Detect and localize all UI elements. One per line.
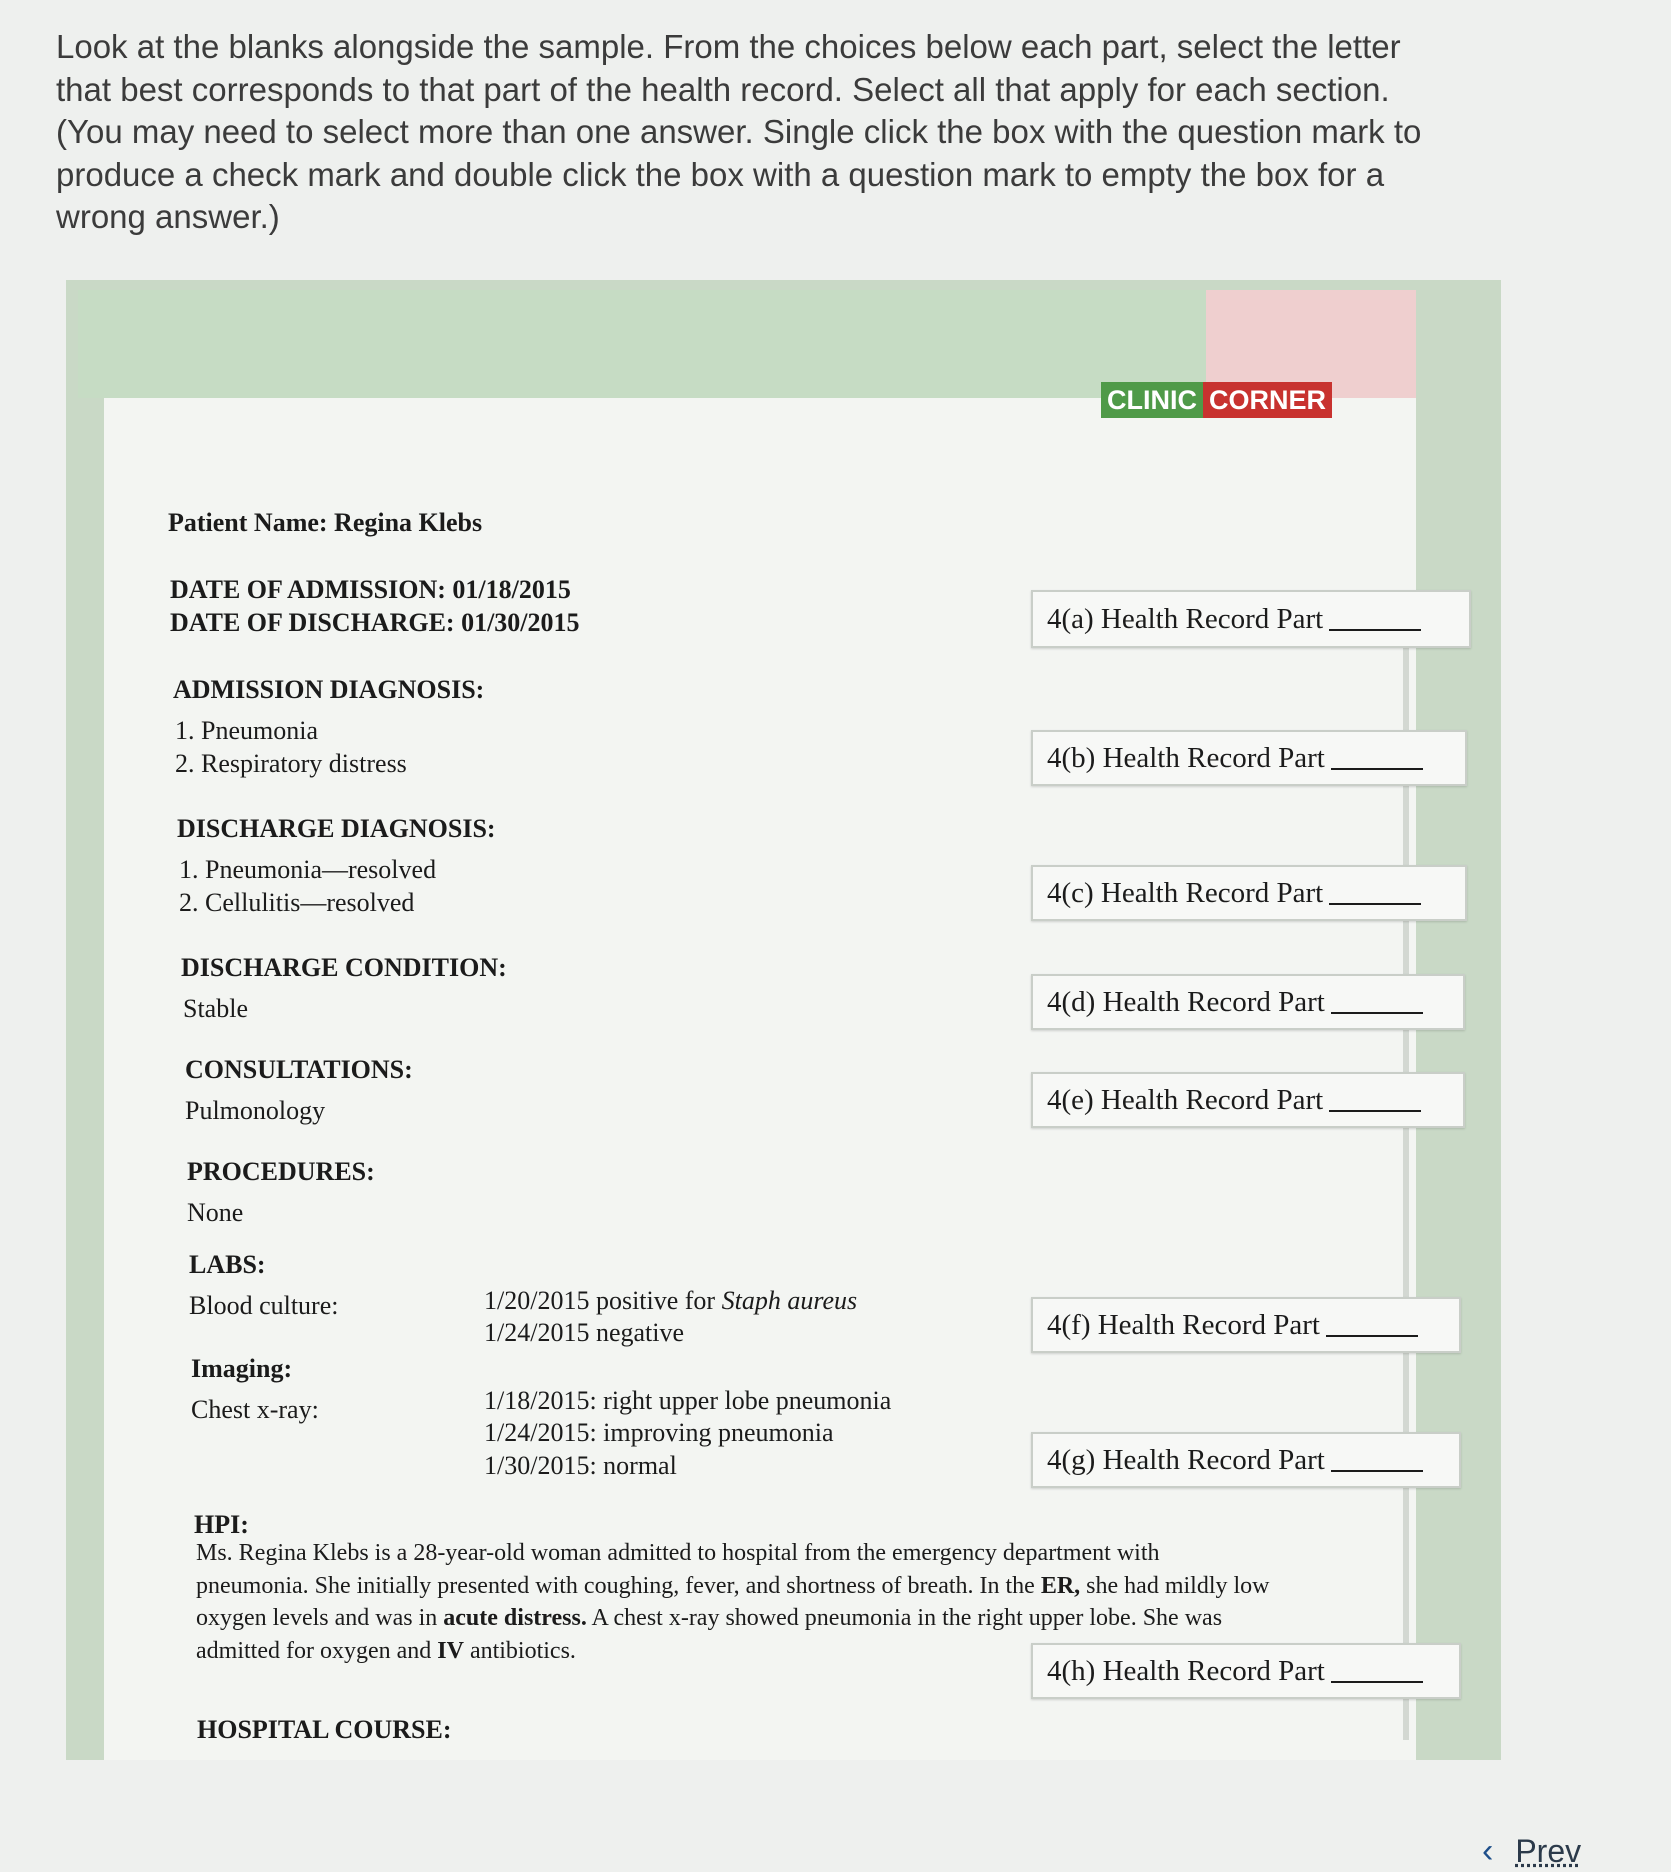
answer-blank — [1331, 1448, 1423, 1472]
answer-blank — [1329, 607, 1421, 631]
labs-heading: LABS: — [189, 1250, 266, 1279]
discharge-condition-heading: DISCHARGE CONDITION: — [181, 953, 507, 982]
blood-culture-label: Blood culture: — [189, 1291, 339, 1320]
health-record-part-4b[interactable] — [1031, 730, 1467, 786]
date-of-discharge: DATE OF DISCHARGE: 01/30/2015 — [170, 608, 580, 637]
admission-diagnosis-item: 2. Respiratory distress — [175, 749, 407, 778]
chest-xray-label: Chest x-ray: — [191, 1395, 319, 1424]
answer-blank — [1326, 1313, 1418, 1337]
logo-corner-text: CORNER — [1203, 382, 1332, 418]
chevron-left-icon: ‹ — [1482, 1832, 1494, 1870]
part-label: 4(a) Health Record Part — [1047, 602, 1324, 635]
instructions-text: Look at the blanks alongside the sample. From the choices below each part, select the letter that best corresponds to that part of the health record. Select all that apply for each section. (You may need to select more than one answer. Single click the box with the question mark to produce a check mark and double click the box with a question mark to empty the box for a wrong answer.) — [56, 28, 1422, 235]
health-record-part-4f[interactable] — [1031, 1297, 1461, 1353]
admission-diagnosis-heading: ADMISSION DIAGNOSIS: — [173, 675, 485, 704]
answer-blank — [1331, 1659, 1423, 1683]
imaging-heading: Imaging: — [191, 1354, 293, 1383]
chest-xray-result: 1/18/2015: right upper lobe pneumonia — [484, 1386, 892, 1415]
health-record-part-4g[interactable] — [1031, 1432, 1461, 1488]
part-label: 4(d) Health Record Part — [1047, 985, 1325, 1018]
health-record-part-4h[interactable] — [1031, 1643, 1461, 1699]
blood-culture-result-2: 1/24/2015 negative — [484, 1318, 685, 1347]
part-label: 4(h) Health Record Part — [1047, 1654, 1325, 1687]
discharge-condition-value: Stable — [183, 994, 248, 1023]
patient-name: Patient Name: Regina Klebs — [168, 508, 483, 537]
logo-clinic-text: CLINIC — [1101, 382, 1203, 418]
health-record-part-4c[interactable] — [1031, 865, 1467, 921]
chest-xray-result: 1/24/2015: improving pneumonia — [484, 1418, 834, 1447]
part-label: 4(g) Health Record Part — [1047, 1443, 1325, 1476]
admission-diagnosis-item: 1. Pneumonia — [175, 716, 318, 745]
blood-culture-result-1: 1/20/2015 positive for Staph aureus — [484, 1286, 858, 1315]
discharge-diagnosis-heading: DISCHARGE DIAGNOSIS: — [177, 814, 496, 843]
answer-blank — [1329, 1088, 1421, 1112]
health-record-part-4a[interactable] — [1031, 590, 1471, 648]
part-label: 4(c) Health Record Part — [1047, 876, 1324, 909]
hpi-text: Ms. Regina Klebs is a 28-year-old woman admitted to hospital from the emergency department with pneumonia. She initially presented with coughing, fever, and shortness of breath. In the ER, she had mildly low oxygen levels and was in acute distress. A chest x-ray showed pneumonia in the right upper lobe. She was admitted for oxygen and IV antibiotics. — [196, 1540, 1270, 1664]
prev-button[interactable] — [1482, 1832, 1581, 1871]
discharge-diagnosis-item: 1. Pneumonia—resolved — [179, 855, 437, 884]
health-record-part-4d[interactable] — [1031, 974, 1465, 1030]
part-label: 4(f) Health Record Part — [1047, 1308, 1320, 1341]
answer-blank — [1331, 746, 1423, 770]
clinic-corner-logo — [1101, 382, 1332, 418]
date-of-admission: DATE OF ADMISSION: 01/18/2015 — [170, 575, 571, 604]
health-record-part-4e[interactable] — [1031, 1072, 1465, 1128]
chest-xray-result: 1/30/2015: normal — [484, 1451, 677, 1480]
discharge-diagnosis-item: 2. Cellulitis—resolved — [179, 888, 415, 917]
procedures-heading: PROCEDURES: — [187, 1157, 375, 1186]
prev-label: Prev — [1515, 1833, 1582, 1869]
hpi-heading: HPI: — [194, 1510, 249, 1539]
procedures-value: None — [187, 1198, 244, 1227]
part-label: 4(b) Health Record Part — [1047, 741, 1325, 774]
answer-blank — [1331, 990, 1423, 1014]
hospital-course-heading: HOSPITAL COURSE: — [197, 1715, 452, 1744]
consultations-value: Pulmonology — [185, 1096, 326, 1125]
answer-blank — [1329, 881, 1421, 905]
consultations-heading: CONSULTATIONS: — [185, 1055, 413, 1084]
part-label: 4(e) Health Record Part — [1047, 1083, 1324, 1116]
